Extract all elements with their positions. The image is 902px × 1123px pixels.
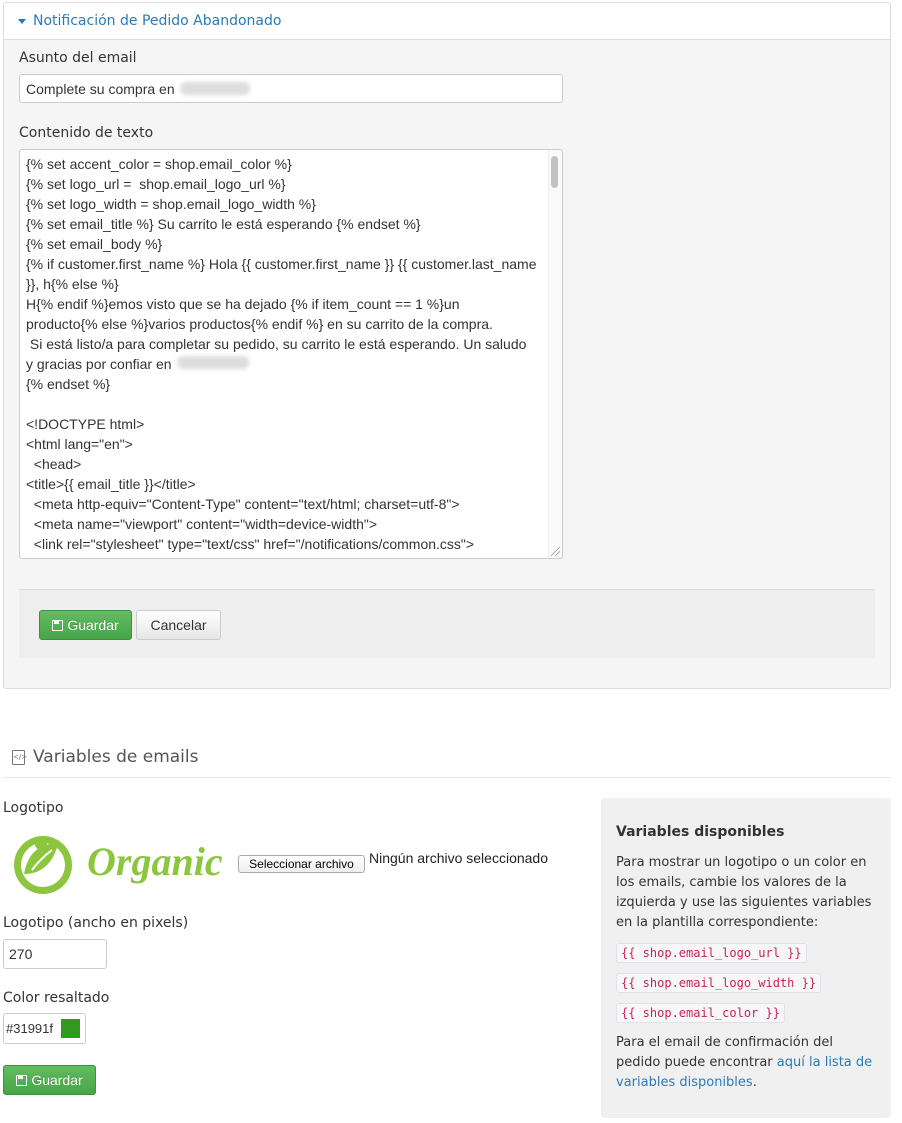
- content-textarea[interactable]: [19, 149, 563, 559]
- variables-section-title: [12, 747, 198, 767]
- variables-title-text: Variables de emails: [33, 747, 199, 767]
- logo-width-label: Logotipo (ancho en pixels): [3, 915, 189, 931]
- variable-code-color: {{ shop.email_color }}: [616, 1003, 785, 1023]
- content-line: <meta name="viewport" content="width=device-width">: [26, 516, 378, 532]
- panel-title[interactable]: Notificación de Pedido Abandonado: [33, 13, 282, 29]
- file-status: Ningún archivo seleccionado: [369, 850, 548, 866]
- redacted-shop-name: [180, 82, 250, 95]
- redacted-shop-name: [177, 356, 249, 369]
- choose-file-label: Seleccionar archivo: [249, 857, 354, 871]
- save-icon: [16, 1075, 27, 1086]
- subject-input[interactable]: [19, 74, 563, 103]
- content-line: <!DOCTYPE html>: [26, 416, 145, 432]
- choose-file-button[interactable]: [238, 855, 365, 873]
- textarea-scrollbar[interactable]: [548, 150, 562, 558]
- sidebar-footer: [616, 1033, 881, 1093]
- content-line: {% set email_body %}: [26, 236, 163, 252]
- color-swatch[interactable]: [61, 1019, 80, 1038]
- logo-wordmark: Organic: [87, 839, 223, 884]
- logo-width-value: 270: [9, 946, 33, 962]
- logo-label: Logotipo: [3, 800, 64, 816]
- panel-header[interactable]: [4, 3, 890, 40]
- variable-code-logo-url: {{ shop.email_logo_url }}: [616, 943, 807, 963]
- content-line: [26, 394, 548, 414]
- sidebar-title: Variables disponibles: [616, 824, 785, 840]
- content-line: H{% endif %}emos visto que se ha dejado {% if item_count == 1 %}un: [26, 296, 460, 312]
- sidebar-footer-end: .: [752, 1075, 757, 1090]
- content-line: {% set email_title %} Su carrito le está esperando {% endset %}: [26, 216, 421, 232]
- content-line: {% set accent_color = shop.email_color %}: [26, 156, 292, 172]
- resize-handle-icon[interactable]: [551, 547, 560, 556]
- content-line: <head>: [26, 456, 82, 472]
- caret-down-icon[interactable]: [18, 19, 26, 24]
- sidebar-description: Para mostrar un logotipo o un color en los emails, cambie los valores de la izquierda y use las siguientes variables en la plantilla correspondiente:: [616, 855, 872, 930]
- content-line: {% if customer.first_name %} Hola {{ customer.first_name }} {{ customer.last_name: [26, 256, 537, 272]
- cancel-button-label: Cancelar: [150, 617, 207, 633]
- content-line: producto{% else %}varios productos{% endif %} en su carrito de la compra.: [26, 316, 493, 332]
- save-button[interactable]: [39, 610, 132, 640]
- variables-list-link[interactable]: aquí la lista de variables disponibles: [616, 1055, 873, 1090]
- organic-logo: [10, 830, 225, 898]
- variables-save-label: Guardar: [31, 1072, 83, 1088]
- available-variables-sidebar: [601, 798, 891, 1118]
- save-button-label: Guardar: [67, 617, 119, 633]
- content-line: <link rel="stylesheet" type="text/css" href="/notifications/common.css">: [26, 536, 475, 552]
- content-line: }}, h{% else %}: [26, 276, 119, 292]
- sidebar-footer-text: Para el email de confirmación del pedido puede encontrar: [616, 1035, 833, 1070]
- content-line: {% set logo_url = shop.email_logo_url %}: [26, 176, 286, 192]
- content-line: <html lang="en">: [26, 436, 133, 452]
- variables-save-button[interactable]: [3, 1065, 96, 1095]
- content-text: [26, 154, 548, 554]
- variable-code-logo-width: {{ shop.email_logo_width }}: [616, 973, 821, 993]
- content-label: Contenido de texto: [19, 125, 154, 141]
- content-line: y gracias por confiar en: [26, 354, 548, 374]
- subject-label: Asunto del email: [19, 50, 137, 66]
- code-file-icon: </>: [12, 750, 25, 765]
- section-divider: [3, 777, 891, 778]
- form-actions: [19, 589, 875, 658]
- subject-value: Complete su compra en: [26, 80, 175, 97]
- scrollbar-thumb[interactable]: [551, 156, 558, 188]
- save-icon: [52, 620, 63, 631]
- content-line: {% endset %}: [26, 376, 111, 392]
- content-line: Si está listo/a para completar su pedido, su carrito le está esperando. Un saludo: [26, 336, 527, 352]
- content-line: <title>{{ email_title }}</title>: [26, 476, 196, 492]
- content-line: {% set logo_width = shop.email_logo_width %}: [26, 196, 316, 212]
- cancel-button[interactable]: [136, 610, 221, 640]
- accent-color-label: Color resaltado: [3, 990, 110, 1006]
- accent-color-value: #31991f: [6, 1021, 53, 1036]
- content-line: <meta http-equiv="Content-Type" content="text/html; charset=utf-8">: [26, 496, 460, 512]
- logo-width-input[interactable]: [3, 939, 107, 969]
